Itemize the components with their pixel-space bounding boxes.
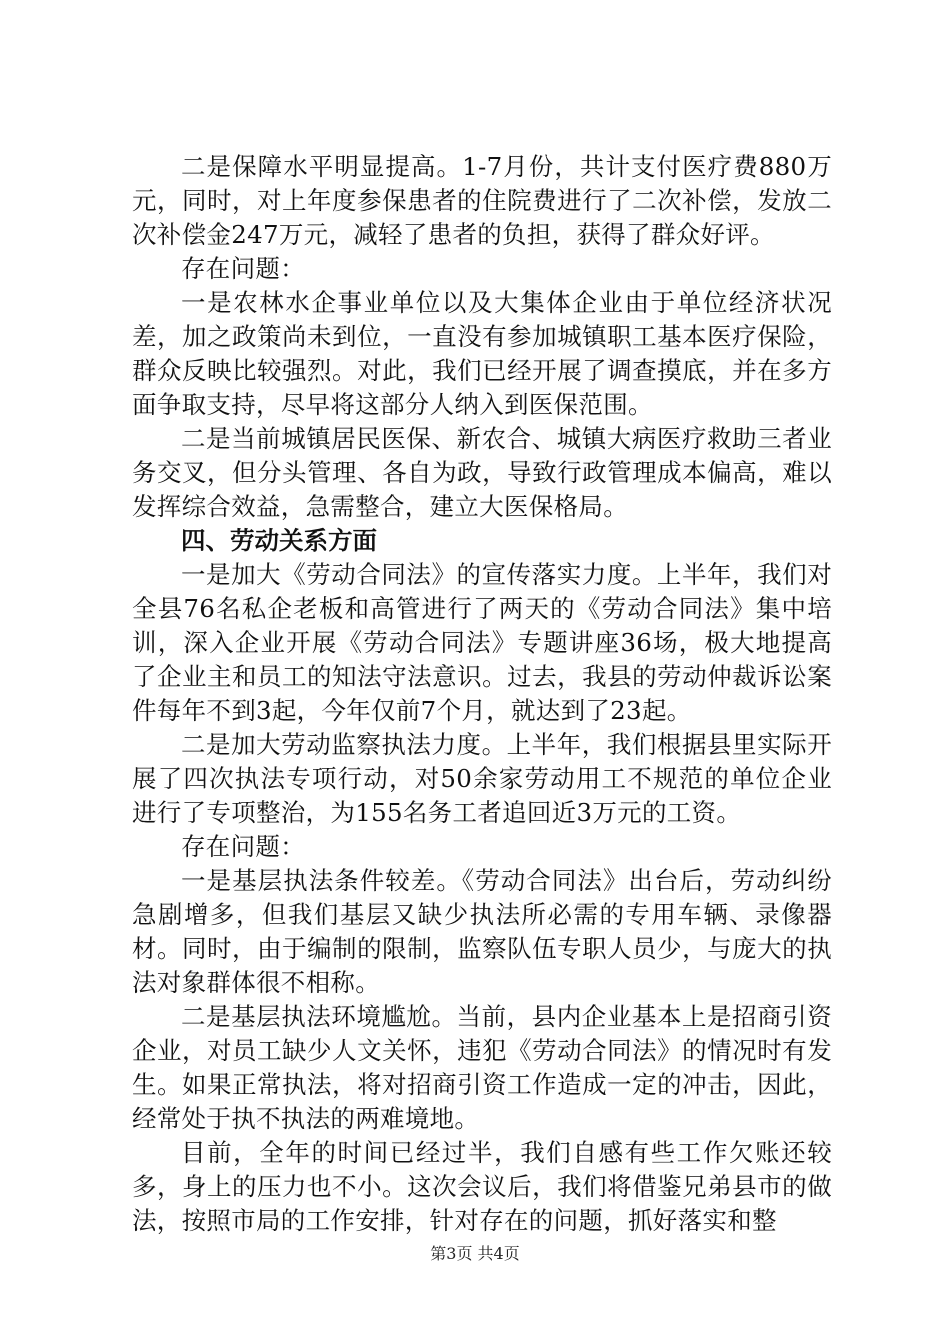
paragraph: 二是保障水平明显提高。1-7月份，共计支付医疗费880万元，同时，对上年度参保患者的住院费进行了二次补偿，发放二次补偿金247万元，减轻了患者的负担，获得了群众好评。 bbox=[132, 152, 832, 249]
paragraph: 一是加大《劳动合同法》的宣传落实力度。上半年，我们对全县76名私企老板和高管进行了两天的《劳动合同法》集中培训，深入企业开展《劳动合同法》专题讲座36场，极大地提高了企业主和员工的知法守法意识。过去，我县的劳动仲裁诉讼案件每年不到3起，今年仅前7个月，就达到了23起。 bbox=[132, 560, 832, 725]
paragraph: 二是基层执法环境尴尬。当前，县内企业基本上是招商引资企业，对员工缺少人文关怀，违犯《劳动合同法》的情况时有发生。如果正常执法，将对招商引资工作造成一定的冲击，因此，经常处于执不执法的两难境地。 bbox=[132, 1002, 832, 1133]
paragraph: 一是农林水企事业单位以及大集体企业由于单位经济状况差，加之政策尚未到位，一直没有参加城镇职工基本医疗保险，群众反映比较强烈。对此，我们已经开展了调查摸底，并在多方面争取支持，尽早将这部分人纳入到医保范围。 bbox=[132, 288, 832, 419]
paragraph: 存在问题： bbox=[181, 254, 305, 283]
page-footer: 第3页 共4页 bbox=[430, 1244, 520, 1263]
paragraph: 存在问题： bbox=[181, 832, 305, 861]
paragraph: 一是基层执法条件较差。《劳动合同法》出台后，劳动纠纷急剧增多，但我们基层又缺少执法所必需的专用车辆、录像器材。同时，由于编制的限制，监察队伍专职人员少，与庞大的执法对象群体很不相称。 bbox=[132, 866, 832, 997]
paragraph: 二是加大劳动监察执法力度。上半年，我们根据县里实际开展了四次执法专项行动，对50余家劳动用工不规范的单位企业进行了专项整治，为155名务工者追回近3万元的工资。 bbox=[132, 730, 832, 827]
paragraph: 二是当前城镇居民医保、新农合、城镇大病医疗救助三者业务交叉，但分头管理、各自为政，导致行政管理成本偏高，难以发挥综合效益，急需整合，建立大医保格局。 bbox=[132, 424, 832, 521]
paragraph: 目前，全年的时间已经过半，我们自感有些工作欠账还较多，身上的压力也不小。这次会议后，我们将借鉴兄弟县市的做法，按照市局的工作安排，针对存在的问题，抓好落实和整 bbox=[132, 1138, 832, 1235]
document-body bbox=[132, 150, 832, 1238]
section-heading: 四、劳动关系方面 bbox=[181, 526, 377, 555]
